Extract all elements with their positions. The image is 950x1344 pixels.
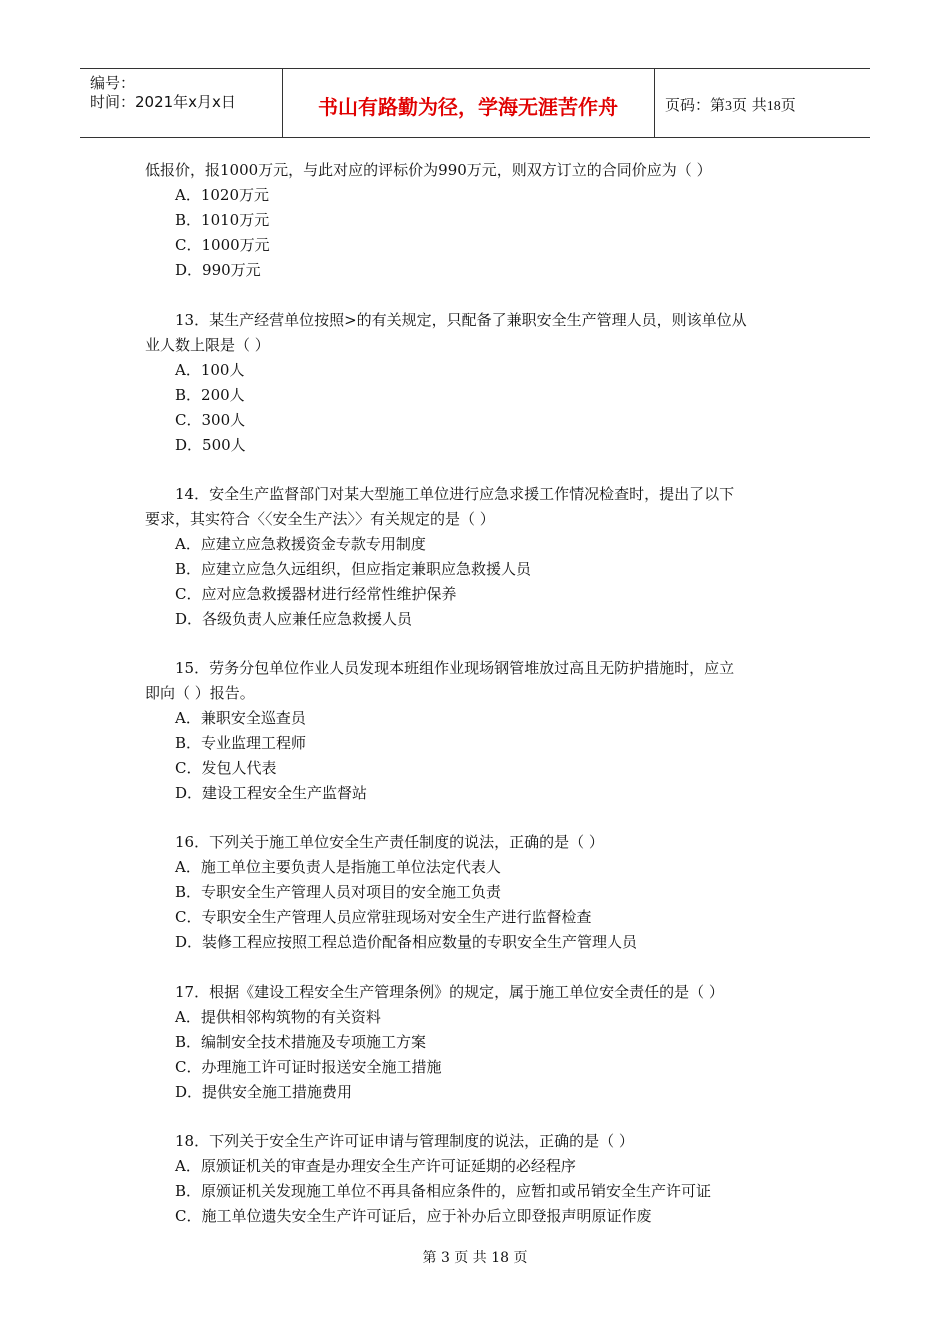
page-footer: 第 3 页 共 18 页 — [422, 1250, 528, 1266]
header-motto-cell — [282, 69, 655, 137]
question-17-option-b: B．编制安全技术措施及专项施工方案 — [175, 1033, 427, 1051]
page-prefix: 页码：第 — [665, 96, 726, 114]
page-header — [80, 68, 870, 138]
page-total: 18 — [766, 99, 781, 114]
question-12-option-c: C．1000万元 — [175, 236, 270, 254]
question-18-text: 18．下列关于安全生产许可证申请与管理制度的说法，正确的是（ ） — [175, 1132, 634, 1150]
question-13-text: 13．某生产经营单位按照>的有关规定，只配备了兼职安全生产管理人员，则该单位从 — [175, 311, 747, 329]
question-17-text: 17．根据《建设工程安全生产管理条例》的规定，属于施工单位安全责任的是（ ） — [175, 983, 724, 1001]
question-13-option-c: C．300人 — [175, 411, 246, 429]
question-16-text: 16．下列关于施工单位安全生产责任制度的说法，正确的是（ ） — [175, 833, 604, 851]
question-15-option-b: B．专业监理工程师 — [175, 734, 307, 752]
question-14-option-c: C．应对应急救援器材进行经常性维护保养 — [175, 585, 457, 603]
page-middle: 页 共 — [732, 96, 767, 114]
question-13-option-a: A．100人 — [175, 361, 245, 379]
page-current: 3 — [725, 99, 733, 114]
question-15-text: 15．劳务分包单位作业人员发现本班组作业现场钢管堆放过高且无防护措施时，应立 — [175, 659, 735, 677]
question-16-option-d: D．装修工程应按照工程总造价配备相应数量的专职安全生产管理人员 — [175, 933, 638, 951]
document-number-label: 编号： — [90, 74, 136, 92]
document-time-label: 时间：2021年x月x日 — [90, 93, 236, 111]
question-12-option-a: A．1020万元 — [175, 186, 270, 204]
question-17-option-c: C．办理施工许可证时报送安全施工措施 — [175, 1058, 442, 1076]
header-info-cell — [80, 69, 283, 137]
question-16-option-a: A．施工单位主要负责人是指施工单位法定代表人 — [175, 858, 501, 876]
question-16-option-b: B．专职安全生产管理人员对项目的安全施工负责 — [175, 883, 502, 901]
question-13-option-b: B．200人 — [175, 386, 245, 404]
question-14-option-a: A．应建立应急救援资金专款专用制度 — [175, 535, 426, 553]
question-13-text-cont: 业人数上限是（ ） — [145, 336, 270, 354]
header-motto: 书山有路勤为径，学海无涯苦作舟 — [318, 95, 618, 119]
header-page-cell — [655, 69, 870, 137]
question-12-continuation: 低报价，报1000万元，与此对应的评标价为990万元，则双方订立的合同价应为（ ） — [145, 161, 712, 179]
question-16-option-c: C．专职安全生产管理人员应常驻现场对安全生产进行监督检查 — [175, 908, 592, 926]
question-14-option-d: D．各级负责人应兼任应急救援人员 — [175, 610, 413, 628]
question-14-option-b: B．应建立应急久远组织，但应指定兼职应急救援人员 — [175, 560, 532, 578]
question-18-option-c: C．施工单位遗失安全生产许可证后，应于补办后立即登报声明原证作废 — [175, 1207, 652, 1225]
question-14-text-cont: 要求，其实符合〈〈安全生产法〉〉有关规定的是（ ） — [145, 510, 495, 528]
question-13-option-d: D．500人 — [175, 436, 246, 454]
question-12-option-d: D．990万元 — [175, 261, 261, 279]
question-17-option-d: D．提供安全施工措施费用 — [175, 1083, 353, 1101]
question-18-option-a: A．原颁证机关的审查是办理安全生产许可证延期的必经程序 — [175, 1157, 576, 1175]
question-12-option-b: B．1010万元 — [175, 211, 270, 229]
question-14-text: 14．安全生产监督部门对某大型施工单位进行应急求援工作情况检查时，提出了以下 — [175, 485, 735, 503]
header-page-indicator — [665, 94, 796, 115]
question-15-option-a: A．兼职安全巡查员 — [175, 709, 306, 727]
question-18-option-b: B．原颁证机关发现施工单位不再具备相应条件的，应暂扣或吊销安全生产许可证 — [175, 1182, 712, 1200]
question-15-option-c: C．发包人代表 — [175, 759, 277, 777]
question-15-text-cont: 即向（ ）报告。 — [145, 684, 255, 702]
question-17-option-a: A．提供相邻构筑物的有关资料 — [175, 1008, 381, 1026]
question-15-option-d: D．建设工程安全生产监督站 — [175, 784, 368, 802]
page-suffix: 页 — [780, 96, 796, 114]
